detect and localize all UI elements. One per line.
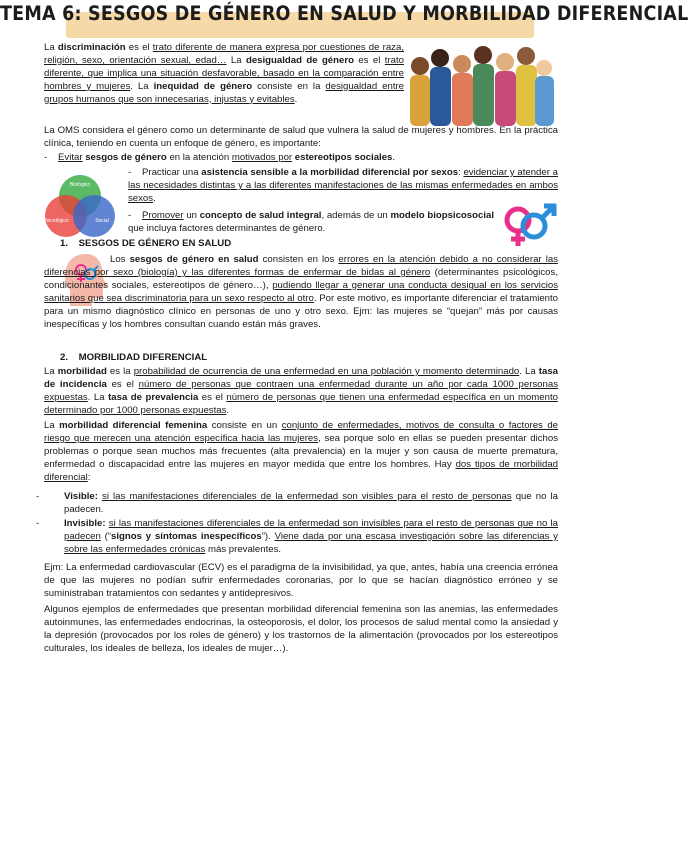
person-3 [452,55,473,126]
person-1 [410,57,430,126]
section-2-paragraph-1: La morbilidad es la probabilidad de ocurrencia de una enfermedad en una población y momento determinado. La tasa de incidencia es el número de personas que contraen una enfermedad durante un año por cada 1000 personas expuestas. La tasa de prevalencia es el número de personas que tienen una enfermedad específica en un momento determinado por 1000 personas expuestas. [44,366,558,416]
bullet-invisible: - Invisible: si las manifestaciones diferenciales de la enfermedad son invisibles para el resto de personas que no la padecen (“signos y síntomas inespecíficos”). Viene dada por una escasa investigación sobre las diferencias y sobre las enfermedades crónicas más prevalentes. [36,518,558,555]
bullet-visible: - Visible: si las manifestaciones diferenciales de la enfermedad son visibles para el resto de personas que no la padecen. [36,491,558,515]
person-2 [430,49,451,126]
venn-label-social: Social [95,218,109,224]
person-6 [516,47,537,126]
section-2-heading: 2. MORBILIDAD DIFERENCIAL [60,352,208,363]
intro-paragraph-1: La discriminación es el trato diferente de manera expresa por cuestiones de raza, religión, sexo, orientación sexual, edad… La desigualdad de género es el trato diferente, que implica una situación desfavorable, basado en la comparación entre hombres y mujeres. La inequidad de género consiste en la desigualdad entre grupos humanos que son innecesarias, injustas y evitables. [44,42,405,105]
venn-diagram [40,172,120,240]
person-7 [535,60,554,126]
section-2-paragraph-2: La morbilidad diferencial femenina consiste en un conjunto de enfermedades, motivos de consulta o factores de riesgo que merecen una atención específica hacia las mujeres, sea porque solo en ellas se pueden presentar dichos problemas o porque sean muchos más frecuentes (alta prevalencia) en la mujer y son causa de muerte prematura, enfermedad o discapacidad entre las mujeres en mayor medida que entre los hombres. Hay dos tipos de morbilidad diferencial: [44,420,559,483]
section-1-paragraph: Los sesgos de género en salud consisten en los errores en la atención debido a no considerar las diferencias por sexo (biología) y las diferentes formas de enfermar de bidas al género (determinantes psicológicos, condicionantes sociales, estereotipos de género…), pudiendo llegar a generar una conducta desigual en los servicios sanitarios que sea discriminatoria para un sexo respecto al otro. Por este motivo, es importante diferenciar el tratamiento para un mismo diagnóstico clínico en personas de uno y otro sexo. Ejm: las mujeres se “quejan” más por causas inespecíficas y los hombres consultan cuando están más graves. [44,254,559,330]
section-2-paragraph-4: Algunos ejemplos de enfermedades que presentan morbilidad diferencial femenina son las anemias, las enfermedades autoinmunes, las enfermedades endocrinas, la osteoporosis, el dolor, los procesos de salud mental como la ansiedad y la depresión (provocados por los roles de género) y los trastornos de la alimentación (provocados por los estereotipos culturales, los ideales de belleza, los ideales de mujer…). [44,604,558,654]
section-2-paragraph-3: Ejm: La enfermedad cardiovascular (ECV) es el paradigma de la invisibilidad, ya que, antes, había una creencia errónea de que las mujeres no podían sufrir enfermedades coronarias, por lo que se hacían diagnóstico erróneo y se suministraban tratamientos con sedantes y antidepresivos. [44,562,558,599]
venn-label-biological: Biológico [69,182,91,188]
section-1-heading: 1. SESGOS DE GÉNERO EN SALUD [60,238,232,249]
intro-paragraph-2: La OMS considera el género como un determinante de salud que vulnera la salud de mujeres y hombres. En la práctica clínica, teniendo en cuenta un enfoque de género, es importante: [44,125,558,149]
venn-label-psychological: Psicológico [43,218,69,224]
list-item-1: - Evitar sesgos de género en la atención motivados por estereotipos sociales. [44,152,396,163]
person-4 [473,46,494,126]
person-5 [495,53,516,126]
gender-symbols-icon [496,202,558,248]
list-item-3: - Promover un concepto de salud integral, además de un modelo biopsicosocial que incluya factores determinantes de género. [128,210,494,234]
people-illustration [408,44,556,126]
list-item-2: - Practicar una asistencia sensible a la morbilidad diferencial por sexos: evidenciar y atender a las necesidades distintas y a las diferentes manifestaciones de las mismas enfermedades en ambos sexos. [128,167,558,204]
intro-block [44,42,404,107]
page-title: TEMA 6: SESGOS DE GÉNERO EN SALUD Y MORBILIDAD DIFERENCIAL [0,2,688,25]
venn-circle-social [73,195,115,237]
